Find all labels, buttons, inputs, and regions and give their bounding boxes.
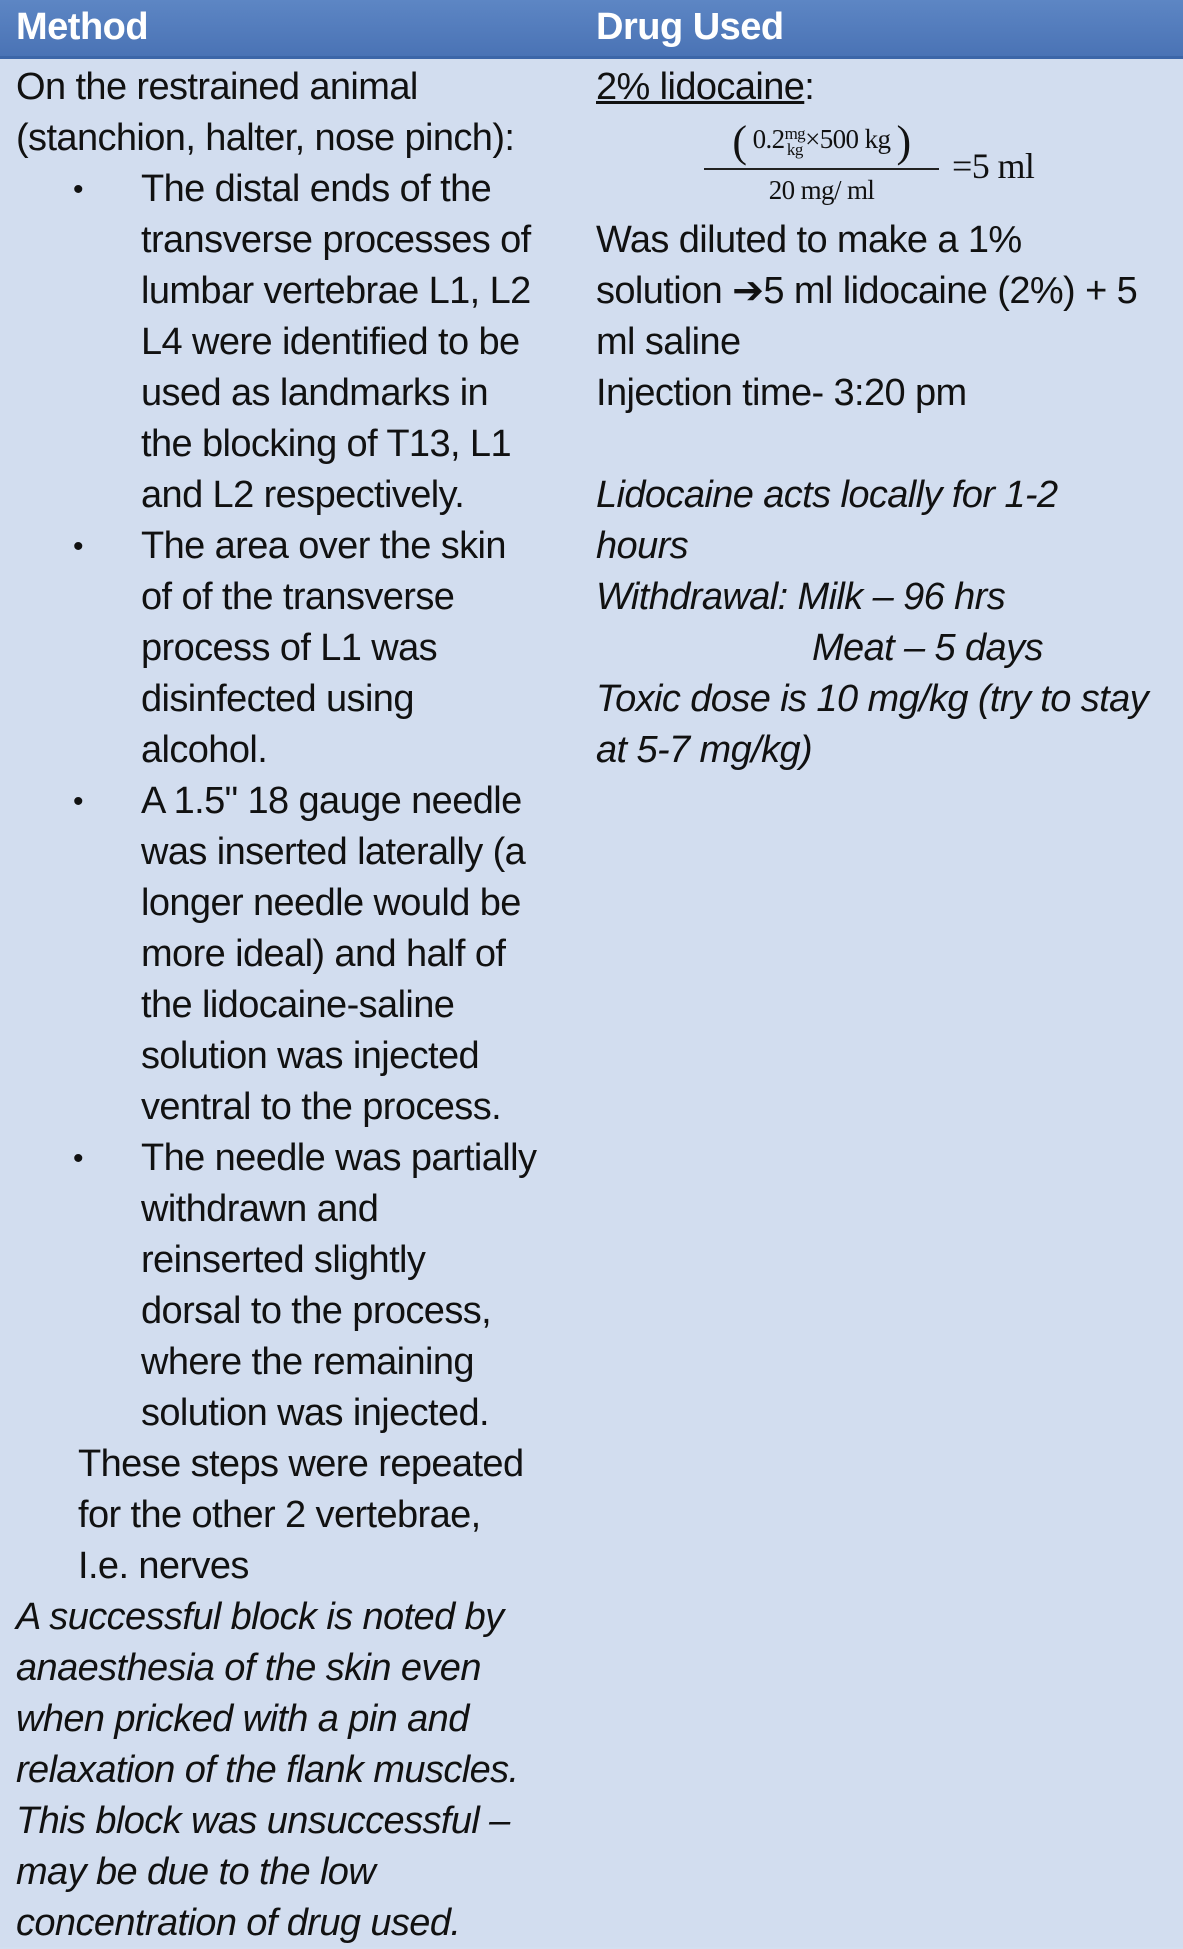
step-line: the blocking of T13, L1 [141,423,511,465]
bullet-icon: • [73,173,83,206]
drug-name-colon: : [804,66,815,108]
step-line: longer needle would be [141,882,521,924]
spacer [596,419,1181,470]
repeat-note [78,1439,556,1592]
times-weight: ×500 kg [805,124,891,154]
dose-unit-num: mg [784,123,806,143]
step-line: process of L1 was [141,627,438,669]
note-line: This block was unsuccessful – [16,1800,510,1842]
injection-time: Injection time- 3:20 pm [596,372,967,414]
step-line: withdrawn and [141,1188,379,1230]
drug-notes [596,470,1181,776]
duration-line: hours [596,525,689,567]
step-line: was inserted laterally (a [141,831,526,873]
repeat-line: for the other 2 vertebrae, [78,1494,481,1536]
dilution-line: ml saline [596,321,741,363]
method-column-header: Method [16,6,149,48]
method-step [73,521,556,776]
bullet-icon: • [73,1142,83,1175]
step-line: the lidocaine-saline [141,984,455,1026]
fraction-numerator [704,117,939,170]
toxic-line: Toxic dose is 10 mg/kg (try to stay [596,678,1149,720]
open-paren: ( [732,116,747,166]
step-line: L4 were identified to be [141,321,520,363]
step-line: solution was injected [141,1035,480,1077]
intro-line: (stanchion, halter, nose pinch): [16,117,515,159]
method-step [73,776,556,1133]
method-intro [16,62,556,164]
step-line: of of the transverse [141,576,455,618]
dose-unit-den: kg [786,139,803,159]
withdrawal-meat: Meat – 5 days [812,627,1043,669]
step-line: dorsal to the process, [141,1290,492,1332]
note-line: anaesthesia of the skin even [16,1647,481,1689]
step-line: solution was injected. [141,1392,490,1434]
intro-line: On the restrained animal [16,66,418,108]
step-line: where the remaining [141,1341,474,1383]
step-line: The distal ends of the [141,168,492,210]
dilution-line: solution ➔5 ml lidocaine (2%) + 5 [596,270,1138,312]
block-result-note [16,1592,556,1949]
step-line: and L2 respectively. [141,474,465,516]
method-steps-list [16,164,556,1439]
dose-formula [596,113,1181,215]
table-header [0,0,1183,59]
note-line: when pricked with a pin and [16,1698,469,1740]
dilution-line: Was diluted to make a 1% [596,219,1022,261]
step-line: transverse processes of [141,219,531,261]
dose-unit [784,123,806,159]
bullet-icon: • [73,785,83,818]
duration-line: Lidocaine acts locally for 1-2 [596,474,1058,516]
drug-column-header: Drug Used [596,6,784,48]
step-line: disinfected using [141,678,414,720]
drug-column [596,62,1181,776]
step-line: The area over the skin [141,525,506,567]
note-line: A successful block is noted by [16,1596,504,1638]
toxic-line: at 5-7 mg/kg) [596,729,813,771]
note-line: relaxation of the flank muscles. [16,1749,519,1791]
bullet-icon: • [73,530,83,563]
method-step [73,164,556,521]
drug-name-line [596,62,1181,113]
dilution-text [596,215,1181,419]
step-line: ventral to the process. [141,1086,502,1128]
dose-fraction [704,117,939,210]
step-line: reinserted slightly [141,1239,426,1281]
fraction-denominator: 20 mg/ ml [768,174,875,205]
method-step [73,1133,556,1439]
step-line: lumbar vertebrae L1, L2 [141,270,531,312]
drug-name: 2% lidocaine [596,66,805,108]
note-line: may be due to the low [16,1851,376,1893]
step-line: A 1.5" 18 gauge needle [141,780,522,822]
withdrawal-milk: Withdrawal: Milk – 96 hrs [596,576,1006,618]
repeat-line: I.e. nerves [78,1545,249,1587]
formula-result: =5 ml [952,146,1035,186]
note-line: concentration of drug used. [16,1902,461,1944]
dose-value: 0.2 [752,124,785,154]
step-line: used as landmarks in [141,372,489,414]
close-paren: ) [896,116,911,166]
step-line: alcohol. [141,729,268,771]
step-line: more ideal) and half of [141,933,506,975]
step-line: The needle was partially [141,1137,537,1179]
repeat-line: These steps were repeated [78,1443,524,1485]
method-column [16,62,556,1949]
